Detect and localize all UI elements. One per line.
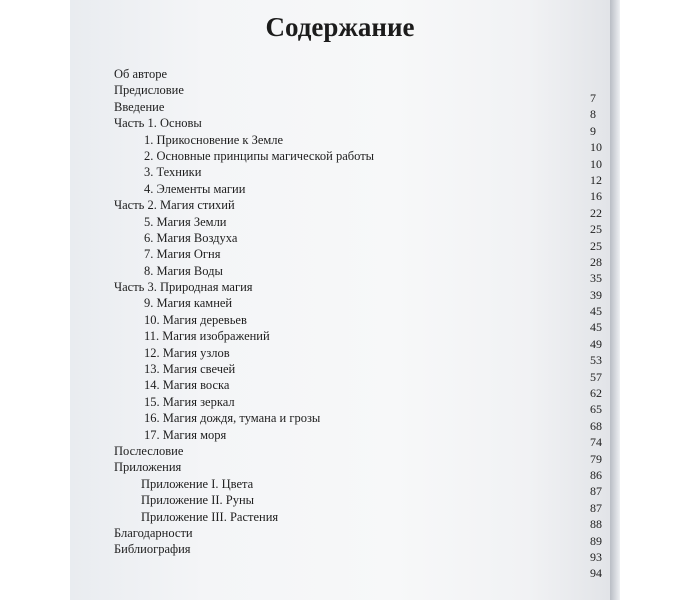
page-number: 88 <box>590 517 602 532</box>
page-number: 25 <box>590 238 602 253</box>
page-number: 53 <box>590 353 602 368</box>
page-number: 35 <box>590 271 602 286</box>
toc-entry: 16. Магия дождя, тумана и грозы <box>144 411 321 426</box>
toc-entry: Приложения <box>114 460 182 475</box>
page-number: 79 <box>590 451 602 466</box>
toc-entry: 6. Магия Воздуха <box>144 230 238 245</box>
page-number: 49 <box>590 336 602 351</box>
page-number: 28 <box>590 254 602 269</box>
toc-entry: 7. Магия Огня <box>144 247 221 262</box>
page-number: 93 <box>590 549 602 564</box>
page-number: 16 <box>590 189 602 204</box>
book-page <box>70 0 610 600</box>
toc-entry: 14. Магия воска <box>144 378 230 393</box>
toc-entry: 10. Магия деревьев <box>144 312 247 327</box>
page-number: 68 <box>590 418 602 433</box>
toc-entry: Предисловие <box>114 83 184 98</box>
page-number: 65 <box>590 402 602 417</box>
toc-entry: 2. Основные принципы магической работы <box>144 148 375 163</box>
toc-entry-list <box>114 66 634 558</box>
page-number: 87 <box>590 484 602 499</box>
toc-entry: Об авторе <box>114 67 167 81</box>
page-number: 8 <box>590 107 596 122</box>
toc-entry: Часть 3. Природная магия <box>114 280 253 295</box>
page-number: 89 <box>590 533 602 548</box>
toc-entry: Часть 2. Магия стихий <box>114 198 235 213</box>
page-title: Содержание <box>265 12 415 42</box>
toc-entry: Приложение III. Растения <box>141 509 279 524</box>
toc-entry: 8. Магия Воды <box>144 263 223 278</box>
toc-entry: Библиография <box>114 542 191 557</box>
toc-entry: 3. Техники <box>144 165 202 180</box>
toc-entry: Приложение II. Руны <box>141 493 255 508</box>
page-number: 7 <box>590 91 596 105</box>
page-number: 87 <box>590 500 602 515</box>
page-number: 22 <box>590 205 602 220</box>
toc-entry: 1. Прикосновение к Земле <box>144 132 284 147</box>
page-number: 45 <box>590 304 602 319</box>
toc-entry: 9. Магия камней <box>144 296 233 311</box>
page-number: 45 <box>590 320 602 335</box>
toc-entry: Часть 1. Основы <box>114 116 202 131</box>
page-number: 25 <box>590 222 602 237</box>
toc-entry: 5. Магия Земли <box>144 214 227 229</box>
page-number: 94 <box>590 566 602 581</box>
toc-entry: 17. Магия моря <box>144 427 227 442</box>
page-number: 74 <box>590 435 602 450</box>
toc-entry: 11. Магия изображений <box>144 329 270 344</box>
page-number: 10 <box>590 156 602 171</box>
page-number: 62 <box>590 386 602 401</box>
toc-entry: Послесловие <box>114 443 184 458</box>
toc-entry: 12. Магия узлов <box>144 345 230 360</box>
page-edge <box>610 0 620 600</box>
page-number: 10 <box>590 140 602 155</box>
page-number: 57 <box>590 369 602 384</box>
page-number: 86 <box>590 467 602 482</box>
toc-entry: Благодарности <box>114 525 193 540</box>
toc-entry: 13. Магия свечей <box>144 362 236 377</box>
page-number: 39 <box>590 287 602 302</box>
toc-entry: Приложение I. Цвета <box>141 476 254 491</box>
toc-entry: 4. Элементы магии <box>144 181 246 196</box>
toc-entry: 15. Магия зеркал <box>144 394 235 409</box>
page-number: 9 <box>590 123 596 138</box>
page-number: 12 <box>590 172 602 187</box>
toc-entry: Введение <box>114 99 165 114</box>
